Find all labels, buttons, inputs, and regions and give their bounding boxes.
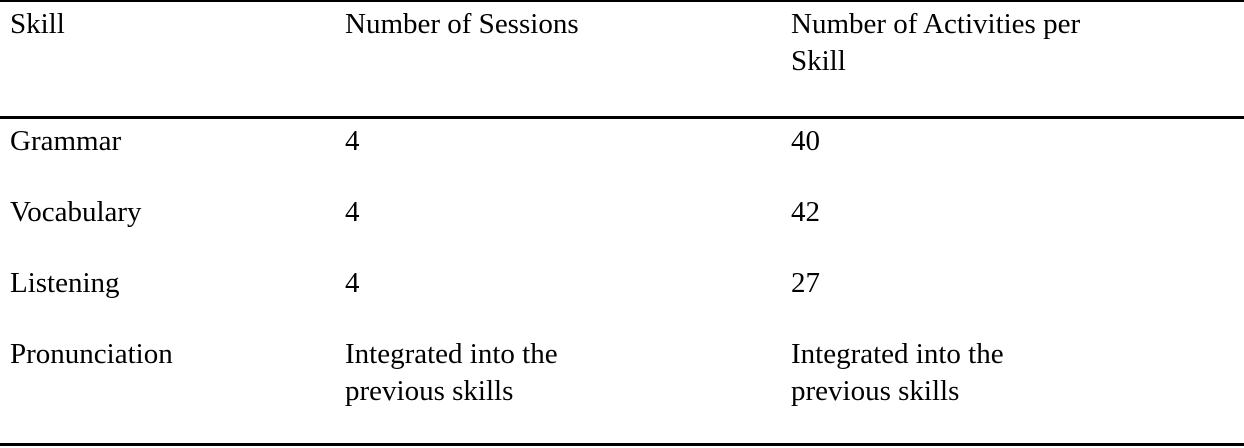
cell-sessions-listening: 4 xyxy=(345,267,360,299)
cell-skill-grammar: Grammar xyxy=(10,125,122,157)
cell-activities-vocabulary: 42 xyxy=(791,196,820,228)
header-number-of-activities xyxy=(791,6,1080,80)
table-top-rule xyxy=(0,0,1244,2)
cell-skill-listening: Listening xyxy=(10,267,120,299)
cell-activities-pronunciation xyxy=(791,336,1004,410)
cell-sessions-grammar: 4 xyxy=(345,125,360,157)
cell-sessions-vocabulary: 4 xyxy=(345,196,360,228)
table-bottom-rule xyxy=(0,443,1244,446)
header-skill: Skill xyxy=(10,8,65,40)
cell-sessions-pronunciation xyxy=(345,336,558,410)
activities-pronunciation-line-1: Integrated into the xyxy=(791,338,1004,370)
activities-pronunciation-line-2: previous skills xyxy=(791,375,960,407)
header-number-of-sessions: Number of Sessions xyxy=(345,8,579,40)
cell-activities-grammar: 40 xyxy=(791,125,820,157)
header-activities-line-2: Skill xyxy=(791,45,846,77)
table-header-rule xyxy=(0,116,1244,119)
cell-skill-pronunciation: Pronunciation xyxy=(10,338,173,370)
cell-skill-vocabulary: Vocabulary xyxy=(10,196,142,228)
cell-activities-listening: 27 xyxy=(791,267,820,299)
sessions-pronunciation-line-2: previous skills xyxy=(345,375,514,407)
sessions-pronunciation-line-1: Integrated into the xyxy=(345,338,558,370)
header-activities-line-1: Number of Activities per xyxy=(791,8,1081,40)
